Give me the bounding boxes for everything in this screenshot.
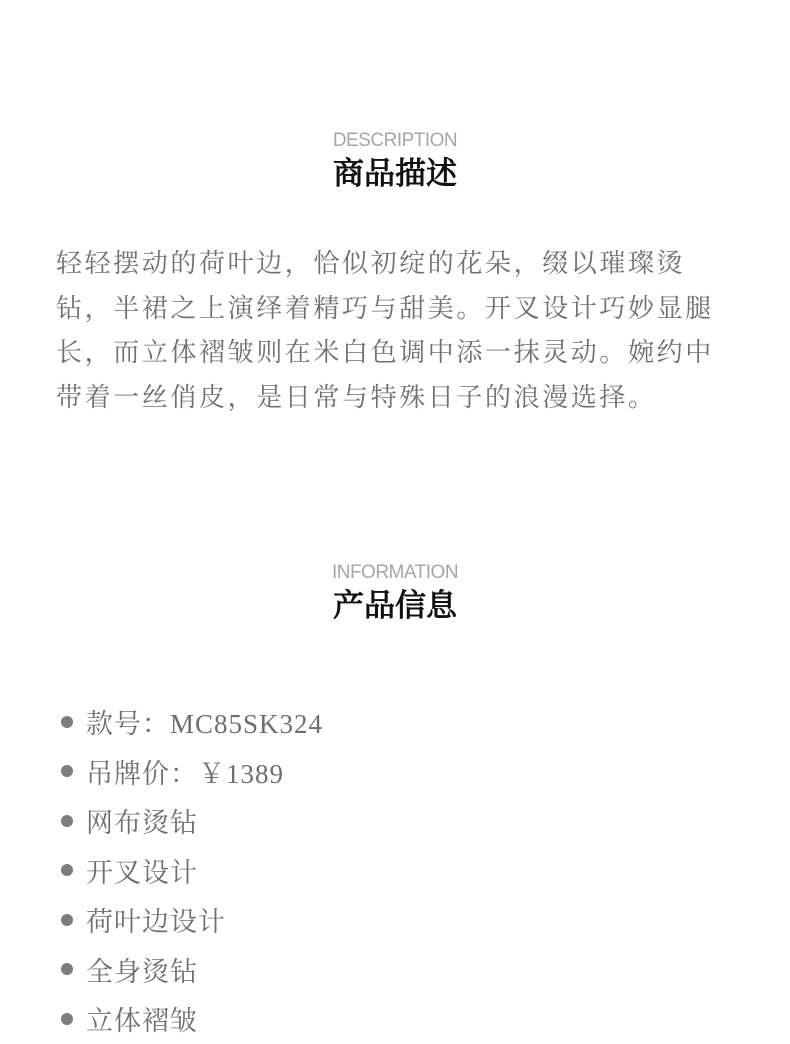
description-eyebrow: DESCRIPTION [332, 130, 458, 151]
bullet-dot-icon [61, 864, 73, 876]
bullet-dot-icon [61, 716, 73, 728]
description-header [0, 130, 790, 194]
info-item-value: MC85SK324 [170, 709, 324, 740]
info-item-label: 荷叶边设计 [86, 907, 226, 939]
information-header [0, 562, 790, 626]
info-item-text [86, 702, 323, 741]
info-item-text [86, 900, 226, 939]
description-body: 轻轻摆动的荷叶边，恰似初绽的花朵，缀以璀璨烫钻，半裙之上演绎着精巧与甜美。开叉设计巧妙显腿长，而立体褶皱则在米白色调中添一抹灵动。婉约中带着一丝俏皮，是日常与特殊日子的浪漫选择。 [56, 249, 714, 413]
info-item-value: ￥1389 [198, 758, 284, 789]
info-item-3d-pleats [0, 994, 790, 1044]
bullet-dot-icon [61, 963, 73, 975]
info-item-text [86, 801, 198, 840]
info-item-mesh-rhinestone [0, 796, 790, 846]
info-item-label: 吊牌价： [86, 758, 198, 790]
info-item-slit-design [0, 846, 790, 896]
description-title: 商品描述 [333, 156, 457, 192]
info-item-label: 开叉设计 [86, 857, 198, 889]
info-item-label: 款号： [86, 709, 170, 741]
info-item-label: 网布烫钻 [86, 808, 198, 840]
bullet-dot-icon [61, 765, 73, 777]
info-item-ruffle-design [0, 895, 790, 945]
info-item-full-rhinestone [0, 945, 790, 995]
info-item-label: 立体褶皱 [86, 1006, 198, 1038]
information-eyebrow: INFORMATION [331, 562, 459, 583]
info-item-text [86, 752, 284, 791]
info-item-text [86, 999, 198, 1038]
info-item-text [86, 851, 198, 890]
product-info-list [0, 697, 790, 1044]
info-item-tag-price [0, 747, 790, 797]
info-item-text [86, 950, 198, 989]
info-item-style-number [0, 697, 790, 747]
bullet-dot-icon [61, 1013, 73, 1025]
bullet-dot-icon [61, 914, 73, 926]
info-item-label: 全身烫钻 [86, 956, 198, 988]
bullet-dot-icon [61, 815, 73, 827]
information-title: 产品信息 [333, 588, 457, 624]
